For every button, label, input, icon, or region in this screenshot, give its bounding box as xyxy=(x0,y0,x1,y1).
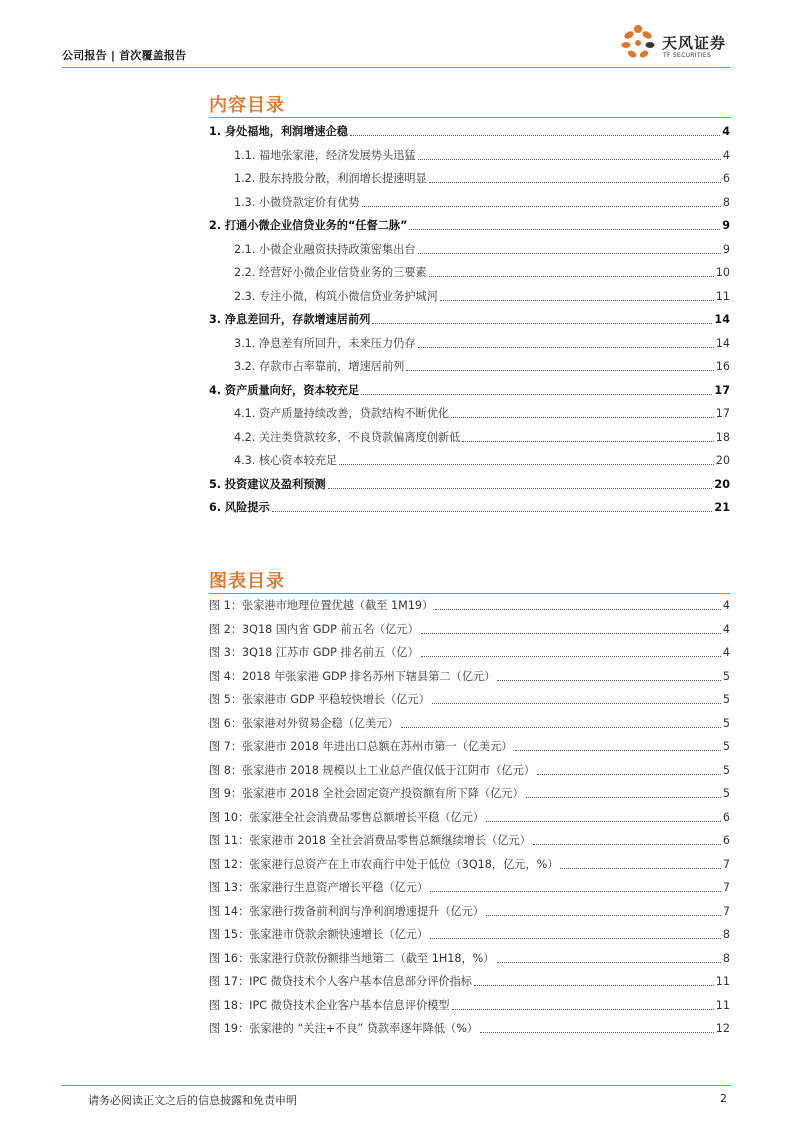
dot-leader xyxy=(372,323,712,324)
figure-entry[interactable] xyxy=(209,739,730,755)
entry-label: 2.1. 小微企业融资扶持政策密集出台 xyxy=(234,242,416,256)
dot-leader xyxy=(401,727,721,728)
dot-leader xyxy=(451,417,714,418)
dot-leader xyxy=(350,135,720,136)
entry-label: 4.3. 核心资本较充足 xyxy=(234,454,338,467)
entry-page-number: 8 xyxy=(722,928,730,941)
toc-chapter-entry[interactable] xyxy=(209,477,730,493)
entry-label: 4.1. 资产质量持续改善，贷款结构不断优化 xyxy=(234,407,450,420)
entry-label: 图 6：张家港对外贸易企稳（亿美元） xyxy=(209,716,399,730)
dot-leader xyxy=(430,891,721,892)
entry-page-number: 10 xyxy=(715,266,730,279)
entry-page-number: 4 xyxy=(722,148,730,162)
entry-label: 3.1. 净息差有所回升，未来压力仍存 xyxy=(234,336,416,350)
toc-section-entry[interactable] xyxy=(234,195,730,211)
brand-name-cn: 天风证券 xyxy=(662,34,727,52)
dot-leader xyxy=(418,347,714,348)
entry-label: 6. 风险提示 xyxy=(209,501,270,514)
figure-entry[interactable] xyxy=(209,927,730,943)
entry-label: 图 9：张家港市 2018 全社会固定资产投资额有所下降（亿元） xyxy=(209,787,524,800)
toc-section-entry[interactable] xyxy=(234,406,730,422)
entry-label: 图 1：张家港市地理位置优越（截至 1M19） xyxy=(209,599,434,612)
entry-page-number: 17 xyxy=(715,407,730,420)
toc-chapter-entry[interactable] xyxy=(209,312,730,328)
dot-leader xyxy=(486,821,721,822)
dot-leader xyxy=(533,844,721,845)
contents-title-rule xyxy=(209,117,730,118)
figure-entry[interactable] xyxy=(209,880,730,896)
dot-leader xyxy=(339,464,714,465)
dot-leader xyxy=(429,276,714,277)
footer-divider xyxy=(62,1085,730,1086)
dot-leader xyxy=(409,229,720,230)
entry-page-number: 11 xyxy=(715,975,730,988)
entry-label: 图 15：张家港市贷款余额快速增长（亿元） xyxy=(209,928,429,941)
entry-label: 4.2. 关注类贷款较多，不良贷款偏离度创新低 xyxy=(234,430,461,444)
entry-label: 图 18：IPC 微贷技术企业客户基本信息评价模型 xyxy=(209,998,450,1012)
entry-page-number: 14 xyxy=(714,313,730,326)
dot-leader xyxy=(430,938,721,939)
figure-entry[interactable] xyxy=(209,857,730,873)
entry-page-number: 16 xyxy=(715,360,730,373)
figure-entry[interactable] xyxy=(209,786,730,802)
entry-page-number: 4 xyxy=(722,125,730,138)
entry-label: 图 7：张家港市 2018 年进出口总额在苏州市第一（亿美元） xyxy=(209,740,513,753)
dot-leader xyxy=(452,1009,714,1010)
entry-label: 图 19：张家港的 “关注+不良” 贷款率逐年降低（%） xyxy=(209,1022,479,1035)
entry-label: 图 14：张家港行拨备前利润与净利润增速提升（亿元） xyxy=(209,904,485,918)
figure-entry[interactable] xyxy=(209,904,730,920)
entry-page-number: 5 xyxy=(722,693,730,706)
entry-page-number: 6 xyxy=(722,810,730,824)
toc-section-entry[interactable] xyxy=(234,336,730,352)
entry-label: 图 16：张家港行贷款份额排当地第二（截至 1H18，%） xyxy=(209,951,495,965)
entry-page-number: 14 xyxy=(715,336,730,350)
entry-page-number: 17 xyxy=(714,383,730,397)
entry-page-number: 4 xyxy=(722,622,730,636)
figure-entry[interactable] xyxy=(209,598,730,614)
toc-section-entry[interactable] xyxy=(234,453,730,469)
figures-title: 图表目录 xyxy=(209,571,285,592)
footer-page-number: 2 xyxy=(720,1092,727,1105)
header-divider xyxy=(62,67,730,68)
entry-page-number: 12 xyxy=(715,1022,730,1035)
entry-label: 2.3. 专注小微，构筑小微信贷业务护城河 xyxy=(234,289,438,303)
entry-label: 图 5：张家港市 GDP 平稳较快增长（亿元） xyxy=(209,693,430,706)
report-type-label: 公司报告 | 首次覆盖报告 xyxy=(62,49,187,62)
figure-entry[interactable] xyxy=(209,810,730,826)
dot-leader xyxy=(421,633,721,634)
footer-disclaimer: 请务必阅读正文之后的信息披露和免责申明 xyxy=(88,1094,297,1107)
dot-leader xyxy=(462,441,713,442)
entry-label: 1.1. 福地张家港，经济发展势头迅猛 xyxy=(234,148,416,162)
figure-entry[interactable] xyxy=(209,998,730,1014)
toc-chapter-entry[interactable] xyxy=(209,124,730,140)
toc-section-entry[interactable] xyxy=(234,289,730,305)
entry-page-number: 8 xyxy=(722,195,730,209)
dot-leader xyxy=(515,750,721,751)
entry-page-number: 4 xyxy=(722,646,730,659)
toc-section-entry[interactable] xyxy=(234,265,730,281)
toc-section-entry[interactable] xyxy=(234,148,730,164)
figure-entry[interactable] xyxy=(209,951,730,967)
entry-label: 图 17：IPC 微贷技术个人客户基本信息部分评价指标 xyxy=(209,975,472,988)
dot-leader xyxy=(429,182,721,183)
entry-label: 图 12：张家港行总资产在上市农商行中处于低位（3Q18，亿元，%） xyxy=(209,857,559,871)
figure-entry[interactable] xyxy=(209,1021,730,1037)
entry-page-number: 5 xyxy=(722,763,730,777)
toc-chapter-entry[interactable] xyxy=(209,218,730,234)
entry-label: 图 10：张家港全社会消费品零售总额增长平稳（亿元） xyxy=(209,810,485,824)
entry-page-number: 7 xyxy=(722,857,730,871)
entry-label: 图 13：张家港行生息资产增长平稳（亿元） xyxy=(209,881,429,894)
toc-section-entry[interactable] xyxy=(234,242,730,258)
toc-chapter-entry[interactable] xyxy=(209,500,730,516)
figure-entry[interactable] xyxy=(209,669,730,685)
entry-page-number: 21 xyxy=(714,501,730,514)
entry-page-number: 9 xyxy=(722,242,730,256)
entry-page-number: 11 xyxy=(715,289,730,303)
figure-entry[interactable] xyxy=(209,833,730,849)
dot-leader xyxy=(272,511,713,512)
entry-page-number: 9 xyxy=(722,219,730,232)
dot-leader xyxy=(435,609,721,610)
entry-page-number: 11 xyxy=(715,998,730,1012)
dot-leader xyxy=(418,253,721,254)
figure-entry[interactable] xyxy=(209,645,730,661)
dot-leader xyxy=(361,394,712,395)
figure-entry[interactable] xyxy=(209,716,730,732)
entry-label: 图 11：张家港市 2018 全社会消费品零售总额继续增长（亿元） xyxy=(209,834,531,847)
dot-leader xyxy=(480,1032,714,1033)
figure-entry[interactable] xyxy=(209,763,730,779)
entry-page-number: 20 xyxy=(714,477,730,491)
entry-page-number: 5 xyxy=(722,787,730,800)
figure-entry[interactable] xyxy=(209,974,730,990)
entry-page-number: 8 xyxy=(722,951,730,965)
logo-mark-icon xyxy=(618,22,660,64)
dot-leader xyxy=(421,656,721,657)
entry-label: 图 8：张家港市 2018 规模以上工业总产值仅低于江阴市（亿元） xyxy=(209,763,535,777)
entry-label: 4. 资产质量向好，资本较充足 xyxy=(209,383,360,397)
entry-label: 5. 投资建议及盈利预测 xyxy=(209,477,326,491)
entry-label: 1. 身处福地，利润增速企稳 xyxy=(209,125,348,138)
dot-leader xyxy=(474,985,714,986)
figures-title-rule xyxy=(209,593,730,594)
entry-page-number: 6 xyxy=(722,172,730,185)
dot-leader xyxy=(328,488,713,489)
dot-leader xyxy=(526,797,721,798)
entry-page-number: 7 xyxy=(722,904,730,918)
entry-page-number: 6 xyxy=(722,834,730,847)
dot-leader xyxy=(362,206,721,207)
entry-page-number: 20 xyxy=(715,454,730,467)
page-header xyxy=(62,0,730,70)
dot-leader xyxy=(432,703,721,704)
brand-name-en: TF SECURITIES xyxy=(663,52,712,59)
toc-section-entry[interactable] xyxy=(234,171,730,187)
dot-leader xyxy=(560,868,720,869)
entry-page-number: 5 xyxy=(722,716,730,730)
entry-label: 3. 净息差回升，存款增速居前列 xyxy=(209,313,371,326)
dot-leader xyxy=(497,680,720,681)
entry-page-number: 5 xyxy=(722,740,730,753)
entry-label: 1.2. 股东持股分散，利润增长提速明显 xyxy=(234,172,427,185)
entry-page-number: 5 xyxy=(722,669,730,683)
entry-label: 图 3：3Q18 江苏市 GDP 排名前五（亿） xyxy=(209,646,419,659)
dot-leader xyxy=(486,915,721,916)
entry-page-number: 4 xyxy=(722,599,730,612)
dot-leader xyxy=(418,159,721,160)
brand-logo xyxy=(618,22,730,64)
figure-entry[interactable] xyxy=(209,692,730,708)
entry-label: 1.3. 小微贷款定价有优势 xyxy=(234,195,360,209)
toc-chapter-entry[interactable] xyxy=(209,383,730,399)
dot-leader xyxy=(440,300,714,301)
entry-page-number: 7 xyxy=(722,881,730,894)
entry-label: 图 4：2018 年张家港 GDP 排名苏州下辖县第二（亿元） xyxy=(209,669,496,683)
toc-section-entry[interactable] xyxy=(234,430,730,446)
dot-leader xyxy=(406,370,713,371)
entry-page-number: 18 xyxy=(715,430,730,444)
dot-leader xyxy=(537,774,721,775)
entry-label: 3.2. 存款市占率靠前，增速居前列 xyxy=(234,360,405,373)
contents-title: 内容目录 xyxy=(209,95,285,116)
toc-section-entry[interactable] xyxy=(234,359,730,375)
entry-label: 2. 打通小微企业信贷业务的“任督二脉” xyxy=(209,219,408,232)
entry-label: 图 2：3Q18 国内省 GDP 前五名（亿元） xyxy=(209,622,419,636)
dot-leader xyxy=(497,962,721,963)
entry-label: 2.2. 经营好小微企业信贷业务的三要素 xyxy=(234,266,427,279)
figure-entry[interactable] xyxy=(209,622,730,638)
